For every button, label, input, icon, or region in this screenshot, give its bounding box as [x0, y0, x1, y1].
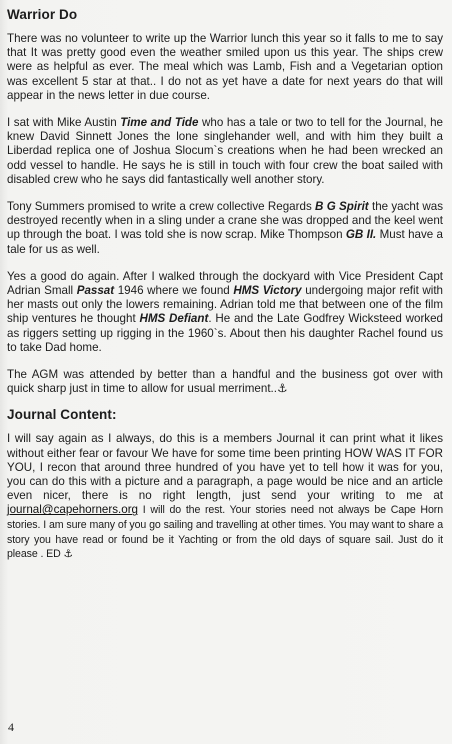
text: . He and the Late Godfrey Wicksteed worked as riggers setting up rigging in the 1960`s. About then his daughter Rachel found us to take Dad home.: [7, 312, 443, 354]
email-link[interactable]: journal@capehorners.org: [7, 503, 139, 517]
text: 1946 where we found: [114, 284, 234, 298]
text: the yacht was destroyed recently when in a sling under a crane she was dropped and the keel went up through the boat. I was told she is now scrap. Mike Thompson: [7, 200, 444, 242]
paragraph-agm: The AGM was attended by better than a handful and the business got over with quick sharp just in time to allow for usual merriment..⚓: [7, 368, 443, 396]
text: I will say again as I always, do this is a members Journal it can print what it likes without either fear or favour We have for some time been printing HOW WAS IT FOR YOU, I recon that around three hundred of you have yet to tell how it was for you, you can do this with a picture and a paragraph, a page would be nice and an article even nicer, there is no right length, just send your writing to me at: [7, 432, 443, 503]
ship-name: HMS Victory: [233, 284, 302, 298]
text: Must have a tale for us as well.: [7, 228, 443, 256]
ship-name: HMS Defiant: [139, 312, 209, 326]
text: Yes a good do again. After I walked through the dockyard with Vice President Capt Adrian Small: [7, 269, 443, 298]
paragraph-journal-content: [7, 432, 443, 561]
text: who has a tale or two to tell for the Journal, he knew David Sinnett Jones the lone singlehander well, and with him they built a Liberdad replica one of Joshua Slocum`s creations when he had been wrecked an odd vessel to handle. He says he is still in touch with four crew the boat sailed with disabled crew who he says did fantastically well another story.: [7, 116, 444, 186]
paragraph-tony-summers: [7, 200, 443, 257]
section-title-journal-content: Journal Content:: [7, 407, 117, 423]
ship-name: Time and Tide: [120, 116, 199, 130]
article-title: Warrior Do: [7, 7, 78, 22]
paragraph-dockyard: [7, 270, 443, 355]
paragraph-mike-austin: [7, 116, 443, 187]
text: undergoing major refit with her masts out only the lowers remaining. Adrian told me that between one of the film ship ventures he thought: [7, 284, 444, 326]
paragraph-lunch: There was no volunteer to write up the Warrior lunch this year so it falls to me to say that It was pretty good even the weather smiled upon us this year. The ships crew were as helpful as ever. The meal which was Lamb, Fish and a Vegetarian option was excellent 5 star at that.. I do not as yet have a date for next years do that will appear in the news letter in due course.: [7, 32, 443, 102]
ship-name: Passat: [76, 284, 115, 298]
article: [7, 7, 443, 575]
ship-name: B G Spirit: [315, 200, 369, 214]
text: I will do the rest. Your stories need not always be Cape Horn stories. I am sure many of you go sailing and travelling at other times. You may want to share a story you have read or found be it Yachting or from the old days of square sail. Just do it please . ED ⚓: [7, 504, 443, 561]
ship-name: GB II.: [345, 228, 377, 242]
page-number: 4: [8, 720, 14, 734]
text: I sat with Mike Austin: [7, 116, 121, 130]
text: Tony Summers promised to write a crew collective Regards: [7, 200, 316, 214]
